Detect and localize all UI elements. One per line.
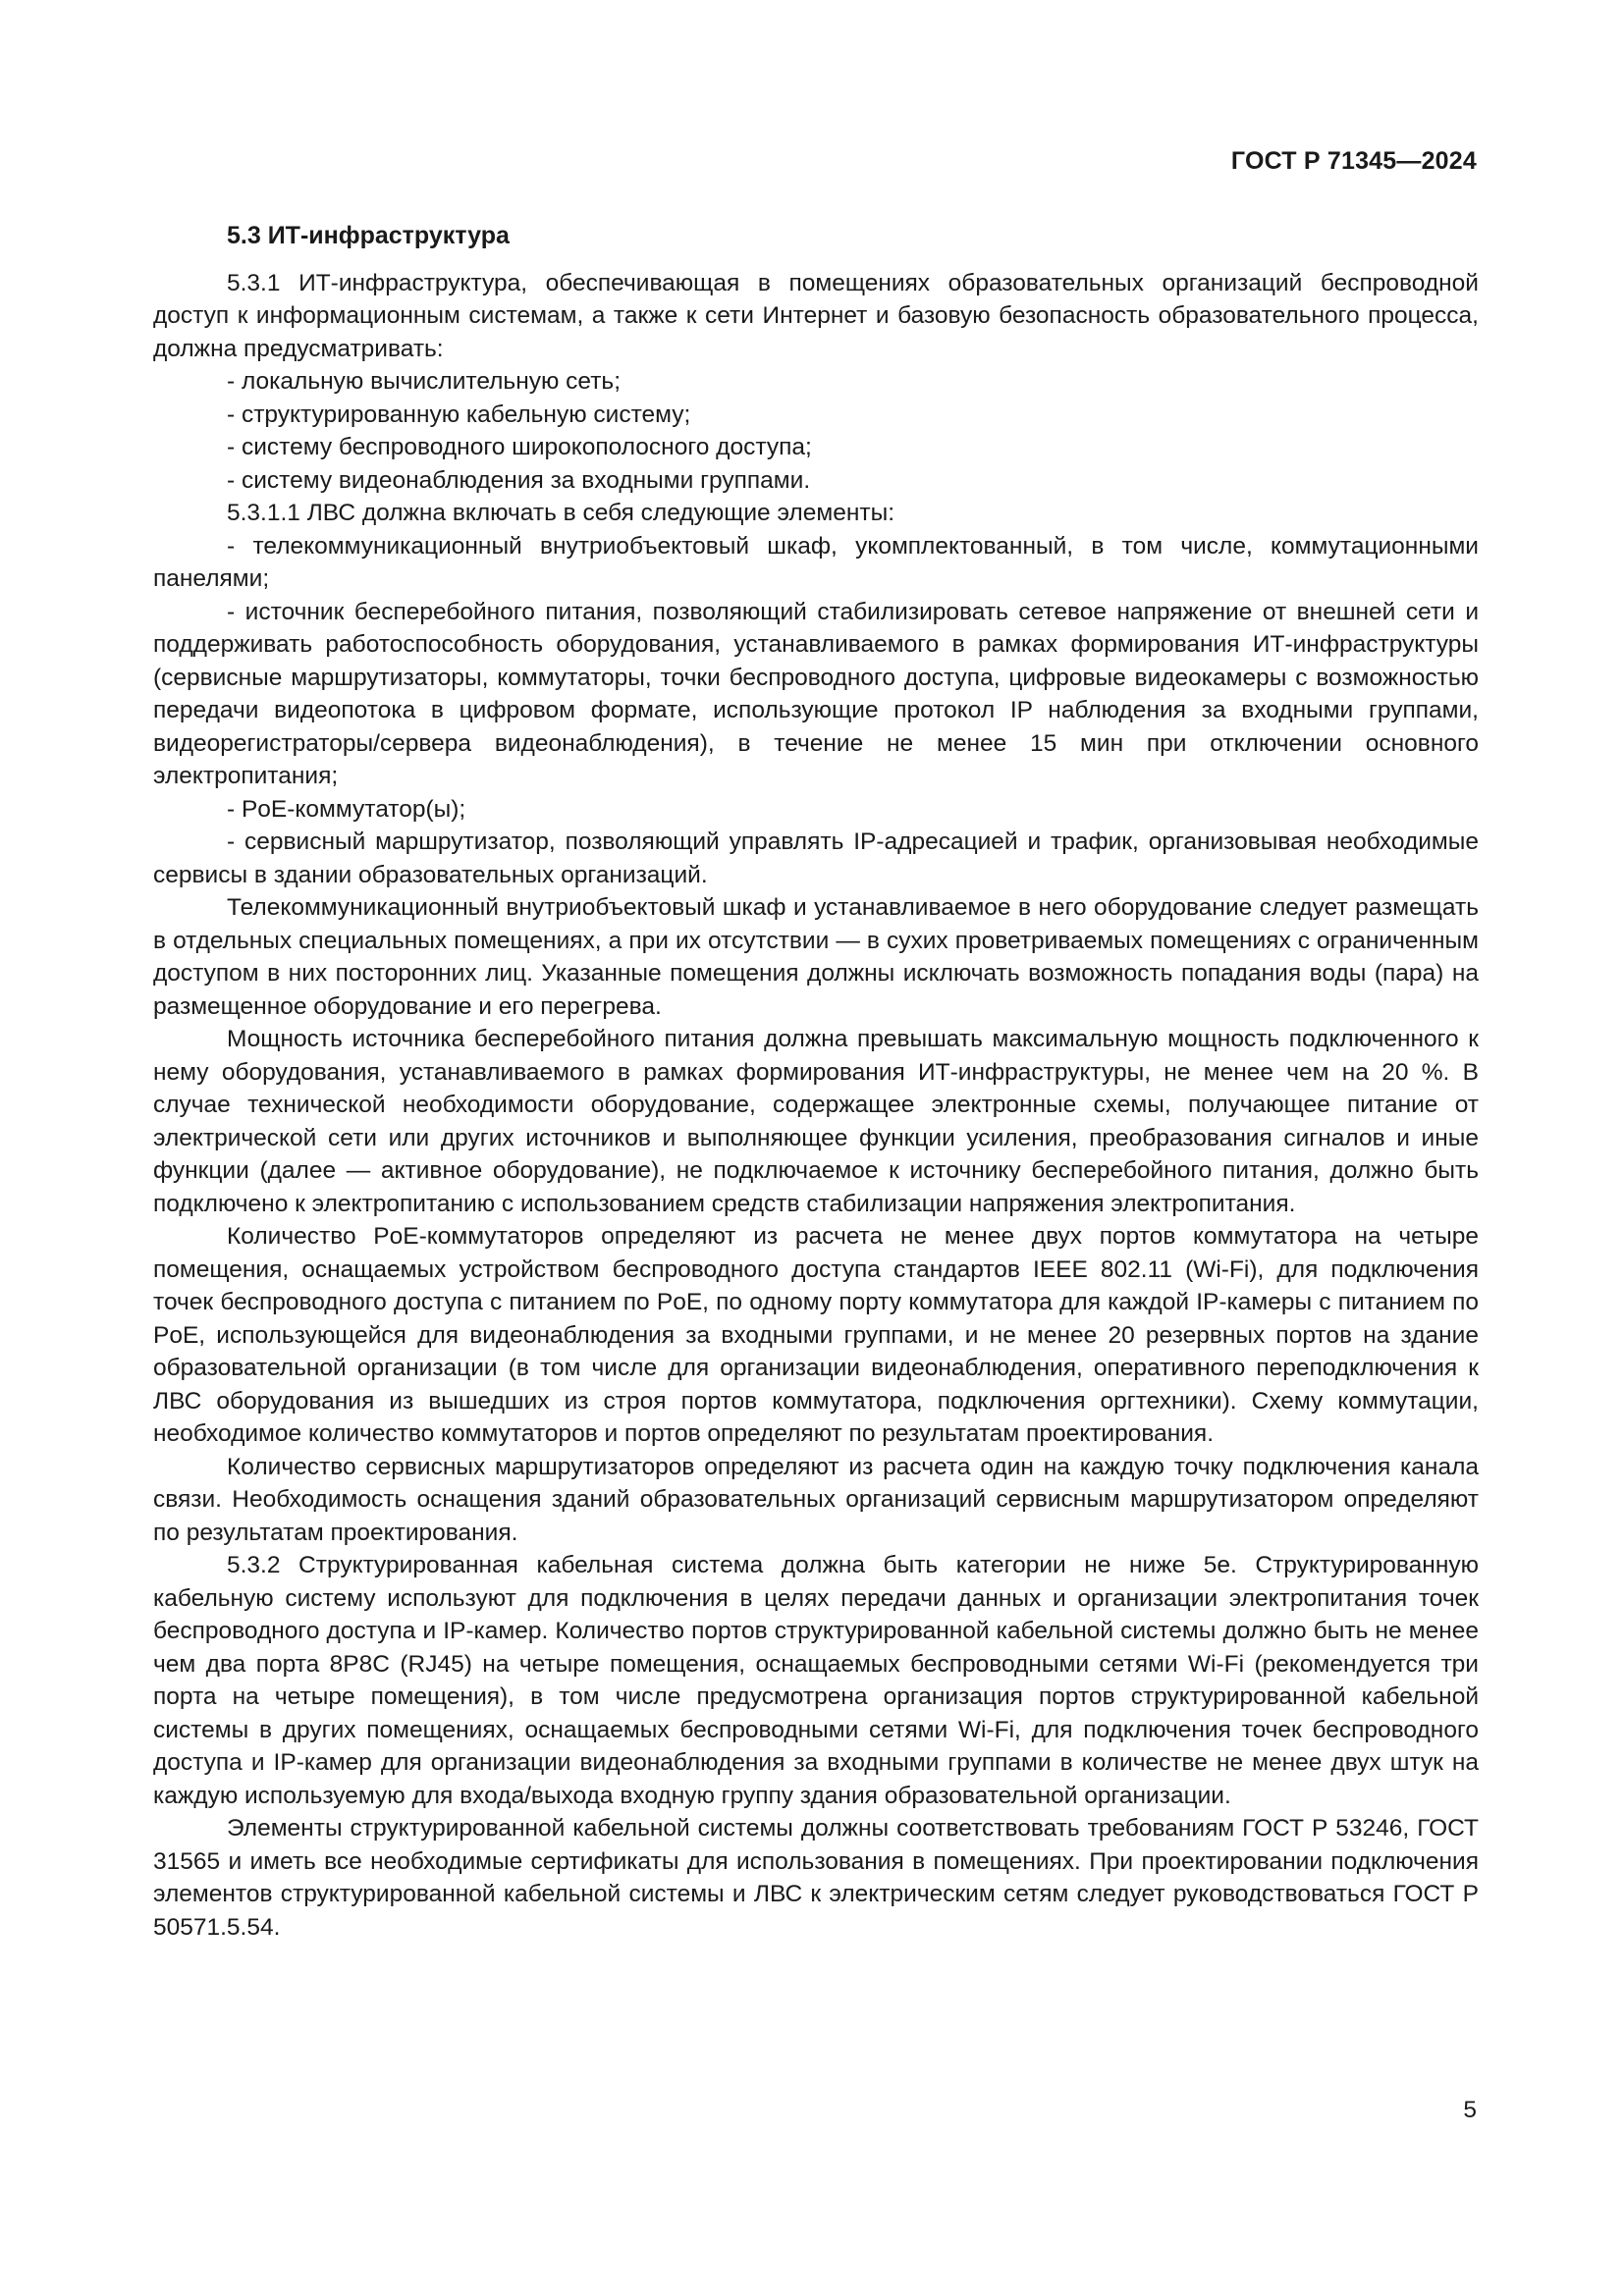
document-code: ГОСТ Р 71345—2024 <box>1230 147 1477 175</box>
section-title: 5.3 ИТ-инфраструктура <box>227 222 510 249</box>
document-body <box>153 220 1479 1944</box>
list-item: - сервисный маршрутизатор, позволяющий управлять IP-адресацией и трафик, организовывая необходимые сервисы в здании образовательных организаций. <box>153 828 1479 888</box>
list-item: - источник бесперебойного питания, позволяющий стабилизировать сетевое напряжение от внешней сети и поддерживать работоспособность оборудования, устанавливаемого в рамках формирования ИТ-инфраструктуры (сервисные маршрутизаторы, коммутаторы, точки беспроводного доступа, цифровые видеокамеры с возможностью передачи видеопотока в цифровом формате, использующие протокол IP наблюдения за входными группами, видеорегистраторы/сервера видеонаблюдения), в течение не менее 15 мин при отключении основного электропитания; <box>153 598 1479 789</box>
list-item: - структурированную кабельную систему; <box>227 400 691 428</box>
paragraph: Телекоммуникационный внутриобъектовый шкаф и устанавливаемое в него оборудование следует размещать в отдельных специальных помещениях, а при их отсутствии — в сухих проветриваемых помещениях с ограниченным доступом в них посторонних лиц. Указанные помещения должны исключать возможность попадания воды (пара) на размещенное оборудование и его перегрева. <box>153 894 1479 1020</box>
paragraph: Элементы структурированной кабельной системы должны соответствовать требованиям ГОСТ Р 53246, ГОСТ 31565 и иметь все необходимые сертификаты для использования в помещениях. При проектировании подключения элементов структурированной кабельной системы и ЛВС к электрическим сетям следует руководствоваться ГОСТ Р 50571.5.54. <box>153 1815 1479 1941</box>
paragraph: Количество PoE-коммутаторов определяют из расчета не менее двух портов коммутатора на четыре помещения, оснащаемых устройством беспроводного доступа стандартов IEEE 802.11 (Wi-Fi), для подключения точек беспроводного доступа с питанием по PoE, по одному порту коммутатора для каждой IP-камеры с питанием по PoE, использующейся для видеонаблюдения за входными группами, и не менее 20 резервных портов на здание образовательной организации (в том числе для организации видеонаблюдения, оперативного переподключения к ЛВС оборудования из вышедших из строя портов коммутатора, подключения оргтехники). Схему коммутации, необходимое количество коммутаторов и портов определяют по результатам проектирования. <box>153 1223 1479 1447</box>
list-item: - систему беспроводного широкополосного доступа; <box>227 434 812 460</box>
list-item: - локальную вычислительную сеть; <box>227 368 622 395</box>
paragraph-5-3-1-1: 5.3.1.1 ЛВС должна включать в себя следующие элементы: <box>227 500 894 526</box>
list-item: - PoE-коммутатор(ы); <box>227 795 466 823</box>
paragraph-5-3-1: 5.3.1 ИТ-инфраструктура, обеспечивающая в помещениях образовательных организаций беспроводной доступ к информационным системам, а также к сети Интернет и базовую безопасность образовательного процесса, должна предусматривать: <box>153 269 1479 362</box>
page-number: 5 <box>1463 2097 1477 2123</box>
list-item: - телекоммуникационный внутриобъектовый шкаф, укомплектованный, в том числе, коммутационными панелями; <box>153 532 1479 592</box>
paragraph: Мощность источника бесперебойного питания должна превышать максимальную мощность подключенного к нему оборудования, устанавливаемого в рамках формирования ИТ-инфраструктуры, не менее чем на 20 %. В случае технической необходимости оборудование, содержащее электронные схемы, получающее питание от электрической сети или других источников и выполняющее функции усиления, преобразования сигналов и иные функции (далее — активное оборудование), не подключаемое к источнику бесперебойного питания, должно быть подключено к электропитанию с использованием средств стабилизации напряжения электропитания. <box>153 1026 1479 1217</box>
paragraph-5-3-2: 5.3.2 Структурированная кабельная система должна быть категории не ниже 5е. Структурированную кабельную систему используют для подключения в целях передачи данных и организации электропитания точек беспроводного доступа и IP-камер. Количество портов структурированной кабельной системы должно быть не менее чем два порта 8P8C (RJ45) на четыре помещения, оснащаемых беспроводными сетями Wi-Fi (рекомендуется три порта на четыре помещения), в том числе предусмотрена организация портов структурированной кабельной системы в других помещениях, оснащаемых беспроводными сетями Wi-Fi, для подключения точек беспроводного доступа и IP-камер для организации видеонаблюдения за входными группами в количестве не менее двух штук на каждую используемую для входа/выхода входную группу здания образовательной организации. <box>153 1552 1479 1809</box>
paragraph: Количество сервисных маршрутизаторов определяют из расчета один на каждую точку подключения канала связи. Необходимость оснащения зданий образовательных организаций сервисным маршрутизатором определяют по результатам проектирования. <box>153 1453 1479 1546</box>
list-item: - систему видеонаблюдения за входными группами. <box>227 466 811 494</box>
